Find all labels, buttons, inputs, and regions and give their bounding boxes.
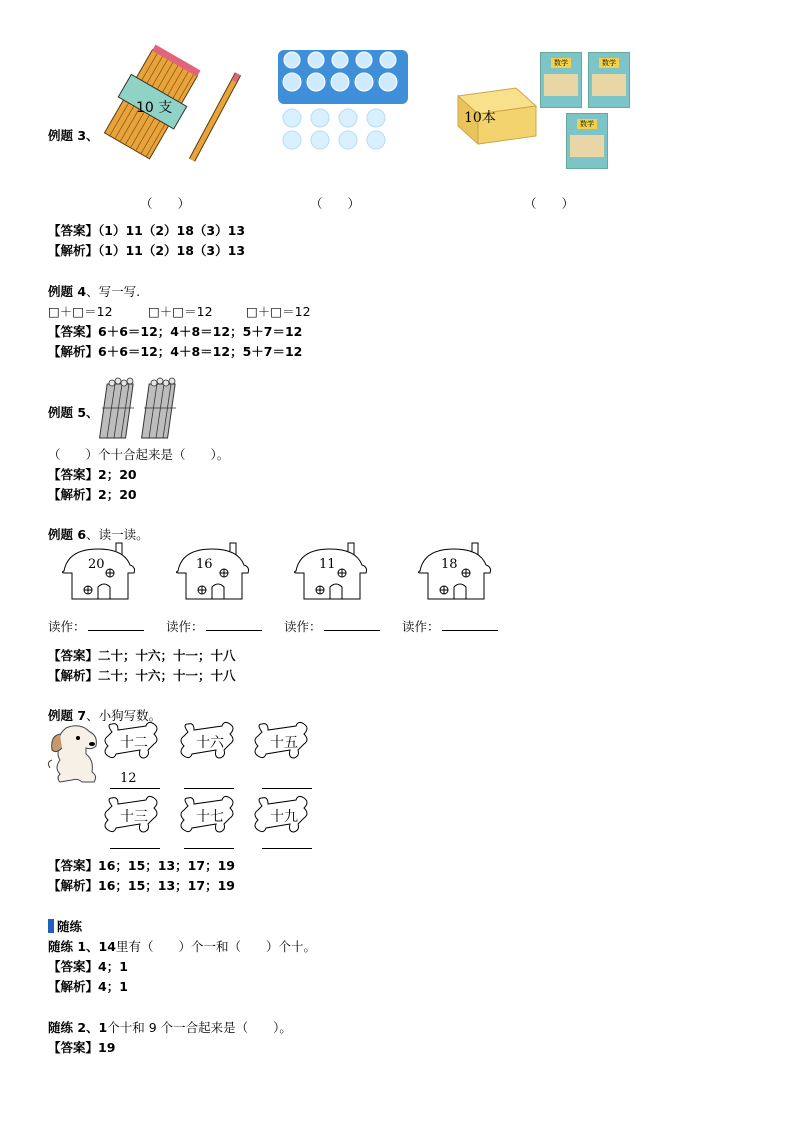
bone-answer-line-4[interactable]	[110, 848, 160, 849]
practice-q1-analysis: 【解析】4；1	[48, 979, 128, 994]
read-row-2	[166, 617, 262, 635]
ex7-answer: 【答案】16；15；13；17；19	[48, 858, 235, 873]
ex7-label: 例题 7	[48, 708, 87, 723]
bone-answer-line-3[interactable]	[262, 788, 312, 789]
ex6-answer: 【答案】二十；十六；十一；十八	[48, 648, 236, 663]
house-11	[290, 543, 370, 603]
house-number-2: 16	[196, 557, 213, 572]
ex4-title	[48, 282, 140, 300]
section-marker-icon	[48, 919, 54, 933]
ex3-blank-3: （ ）	[524, 196, 575, 211]
bone-answer-line-6[interactable]	[262, 848, 312, 849]
house-number-3: 11	[319, 557, 336, 572]
practice-q1-answer: 【答案】4；1	[48, 959, 128, 974]
ex6-instruction: 、读一读。	[86, 527, 149, 542]
read-label: 读作：	[402, 619, 440, 634]
read-row-1	[48, 617, 144, 635]
read-answer-line[interactable]	[206, 618, 262, 631]
book-title: 数学	[599, 58, 619, 68]
ex6-label: 例题 6	[48, 527, 87, 542]
practice-q1	[48, 937, 316, 955]
ex4-answer: 【答案】6＋6＝12；4＋8＝12；5＋7＝12	[48, 324, 303, 339]
practice-q2-answer: 【答案】19	[48, 1040, 116, 1055]
ex4-instruction: 、写一写.	[86, 284, 141, 299]
bone-label-3: 十五	[270, 735, 298, 751]
ex5-analysis: 【解析】2；20	[48, 487, 137, 502]
read-answer-line[interactable]	[88, 618, 144, 631]
ex4-equation-2: □＋□＝12	[148, 304, 213, 319]
math-book-3	[566, 113, 608, 169]
ex5-answer: 【答案】2；20	[48, 467, 137, 482]
ex3-analysis: 【解析】（1）11（2）18（3）13	[48, 243, 246, 258]
ex3-blank-1: （ ）	[140, 196, 191, 211]
bone-label-6: 十九	[270, 809, 298, 825]
house-number-1: 20	[88, 557, 105, 572]
practice-q2	[48, 1018, 292, 1036]
parcel-tag: 10本	[464, 110, 496, 126]
ex3-answer: 【答案】（1）11（2）18（3）13	[48, 223, 246, 238]
bone-label-2: 十六	[196, 735, 224, 751]
practice-heading-text: 随练	[57, 919, 83, 934]
bone-label-1: 十二	[120, 735, 148, 751]
stick-bundles-image	[100, 378, 184, 442]
ex4-label: 例题 4	[48, 284, 87, 299]
read-row-4	[402, 617, 498, 635]
read-label: 读作：	[284, 619, 322, 634]
single-pencil-image	[186, 70, 246, 166]
ex7-analysis: 【解析】16；15；13；17；19	[48, 878, 235, 893]
read-label: 读作：	[166, 619, 204, 634]
bone-answer-line-1[interactable]	[110, 788, 160, 789]
read-row-3	[284, 617, 380, 635]
book-title: 数学	[551, 58, 571, 68]
ex4-analysis: 【解析】6＋6＝12；4＋8＝12；5＋7＝12	[48, 344, 303, 359]
bone-label-5: 十七	[196, 809, 224, 825]
practice-q2-label: 随练 2、1	[48, 1020, 108, 1035]
read-answer-line[interactable]	[324, 618, 380, 631]
ex6-title	[48, 525, 149, 543]
ex3-label: 例题 3、	[48, 128, 99, 143]
math-book-2	[588, 52, 630, 108]
book-title: 数学	[577, 119, 597, 129]
bone-sample-answer: 12	[120, 771, 137, 786]
ex7-instruction: 、小狗写数。	[86, 708, 162, 723]
ex3-blank-2: （ ）	[310, 196, 361, 211]
bone-answer-line-5[interactable]	[184, 848, 234, 849]
practice-q2-text: 个十和 9 个一合起来是（ ）。	[107, 1020, 292, 1035]
house-18	[414, 543, 494, 603]
bone-answer-line-2[interactable]	[184, 788, 234, 789]
house-20	[58, 543, 138, 603]
house-16	[172, 543, 252, 603]
pencil-bundle-tag: 10 支	[136, 100, 173, 116]
egg-tray-image	[276, 50, 410, 150]
ex4-equation-3: □＋□＝12	[246, 304, 311, 319]
read-label: 读作：	[48, 619, 86, 634]
read-answer-line[interactable]	[442, 618, 498, 631]
ex5-label: 例题 5、	[48, 405, 99, 420]
ex6-analysis: 【解析】二十；十六；十一；十八	[48, 668, 236, 683]
practice-heading	[48, 917, 82, 935]
ex5-question: （ ）个十合起来是（ ）。	[48, 447, 230, 462]
practice-q1-label: 随练 1、14	[48, 939, 116, 954]
ex4-equation-1: □＋□＝12	[48, 304, 113, 319]
house-number-4: 18	[441, 557, 458, 572]
bone-label-4: 十三	[120, 809, 148, 825]
puppy-image	[46, 724, 104, 788]
practice-q1-text: 里有（ ）个一和（ ）个十。	[115, 939, 316, 954]
math-book-1	[540, 52, 582, 108]
